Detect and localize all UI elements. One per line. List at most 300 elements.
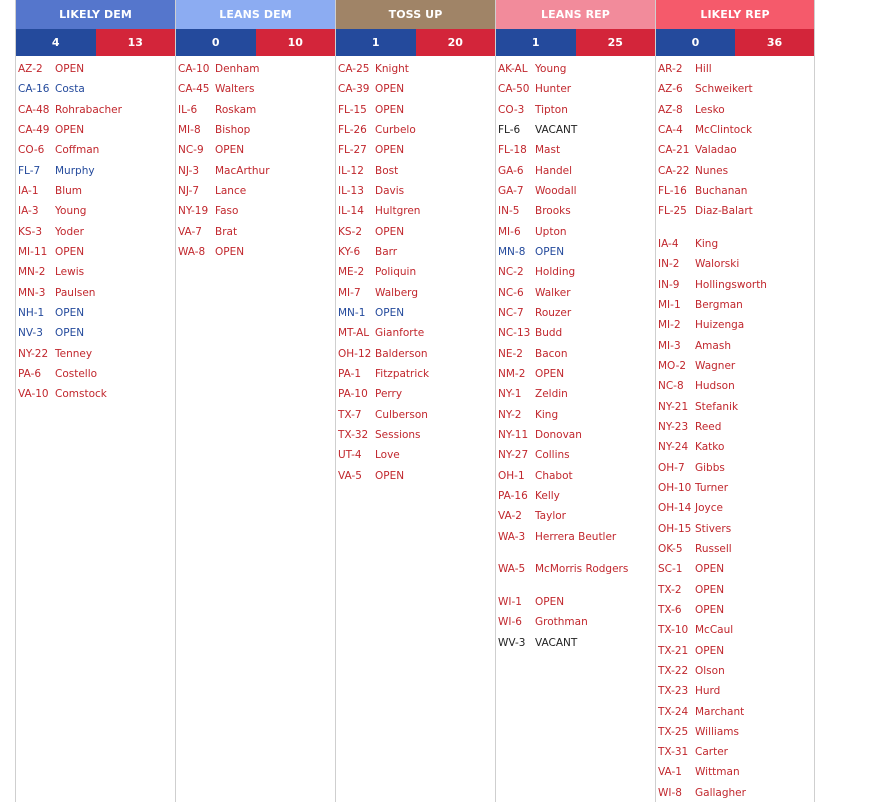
district-code: FL-18 bbox=[498, 144, 527, 157]
candidate-name: Stivers bbox=[695, 522, 732, 535]
candidate-name: Hudson bbox=[695, 380, 735, 393]
district-code: IL-6 bbox=[178, 103, 198, 116]
district-code: FL-15 bbox=[338, 103, 367, 116]
candidate-name: OPEN bbox=[375, 225, 405, 238]
district-code: MN-1 bbox=[338, 306, 366, 319]
race-row bbox=[496, 304, 655, 324]
district-code: AR-2 bbox=[658, 63, 683, 75]
seat-counts bbox=[656, 29, 814, 56]
candidate-name: Coffman bbox=[55, 144, 100, 157]
candidate-name: Bacon bbox=[535, 347, 568, 360]
candidate-name: McMorris Rodgers bbox=[535, 563, 629, 576]
race-row bbox=[176, 121, 335, 141]
race-ratings-table bbox=[15, 0, 815, 802]
district-code: FL-27 bbox=[338, 144, 367, 157]
race-row bbox=[336, 223, 495, 243]
candidate-name: Costa bbox=[55, 83, 85, 96]
candidate-name: MacArthur bbox=[215, 164, 270, 177]
district-code: CA-21 bbox=[658, 144, 690, 157]
candidate-name: Stefanik bbox=[695, 400, 739, 413]
district-code: OH-15 bbox=[658, 522, 692, 535]
district-code: GA-7 bbox=[498, 184, 524, 197]
candidate-name: Turner bbox=[695, 481, 729, 494]
column-header: LEANS REP bbox=[496, 0, 655, 29]
candidate-name: Curbelo bbox=[375, 123, 416, 136]
race-row bbox=[336, 162, 495, 182]
candidate-name: Roskam bbox=[215, 103, 257, 116]
race-row bbox=[656, 255, 814, 275]
district-code: MN-3 bbox=[18, 286, 46, 299]
district-code: PA-10 bbox=[338, 388, 368, 401]
race-row bbox=[496, 324, 655, 344]
candidate-name: Love bbox=[375, 449, 400, 462]
district-code: ME-2 bbox=[338, 266, 365, 279]
district-code: NY-23 bbox=[658, 420, 689, 433]
candidate-name: Buchanan bbox=[695, 184, 748, 197]
candidate-name: Culberson bbox=[375, 408, 428, 421]
race-row bbox=[656, 316, 814, 336]
race-row bbox=[16, 304, 175, 324]
race-row bbox=[16, 263, 175, 283]
candidate-name: Yoder bbox=[55, 225, 84, 238]
district-code: NE-2 bbox=[498, 347, 523, 360]
race-list bbox=[656, 56, 814, 804]
dem-seat-count: 1 bbox=[336, 29, 416, 56]
district-code: AZ-8 bbox=[658, 103, 683, 116]
dem-seat-count: 0 bbox=[176, 29, 256, 56]
dem-seat-count: 4 bbox=[16, 29, 96, 56]
candidate-name: OPEN bbox=[55, 327, 85, 340]
race-row bbox=[16, 385, 175, 405]
candidate-name: Katko bbox=[695, 441, 725, 454]
race-row bbox=[176, 141, 335, 161]
candidate-name: Valadao bbox=[695, 144, 737, 157]
district-code: WI-1 bbox=[498, 595, 522, 608]
race-list bbox=[176, 56, 335, 263]
candidate-name: Hurd bbox=[695, 685, 721, 698]
race-row bbox=[656, 682, 814, 702]
candidate-name: Gallagher bbox=[695, 786, 746, 799]
candidate-name: Comstock bbox=[55, 388, 107, 401]
district-code: NY-21 bbox=[658, 400, 689, 413]
candidate-name: Huizenga bbox=[695, 319, 745, 332]
candidate-name: Knight bbox=[375, 63, 409, 75]
candidate-name: Lewis bbox=[55, 266, 85, 279]
candidate-name: Taylor bbox=[535, 510, 566, 523]
candidate-name: Hultgren bbox=[375, 205, 421, 218]
district-code: NC-8 bbox=[658, 380, 684, 393]
seat-counts bbox=[16, 29, 175, 56]
district-code: NJ-3 bbox=[178, 164, 200, 177]
race-row bbox=[336, 284, 495, 304]
district-code: FL-6 bbox=[498, 123, 521, 136]
candidate-name: Bishop bbox=[215, 123, 251, 136]
district-code: CA-22 bbox=[658, 164, 690, 177]
rep-seat-count: 25 bbox=[576, 29, 656, 56]
district-code: SC-1 bbox=[658, 563, 683, 576]
race-row bbox=[496, 263, 655, 283]
race-row bbox=[656, 276, 814, 296]
district-code: CO-6 bbox=[18, 144, 45, 157]
rep-seat-count: 36 bbox=[735, 29, 814, 56]
candidate-name: OPEN bbox=[695, 644, 725, 657]
district-code: VA-10 bbox=[18, 388, 49, 401]
race-row bbox=[16, 223, 175, 243]
candidate-name: Kelly bbox=[535, 489, 560, 502]
candidate-name: OPEN bbox=[55, 306, 85, 319]
race-row bbox=[496, 385, 655, 405]
district-code: VA-7 bbox=[178, 225, 202, 238]
race-row bbox=[496, 406, 655, 426]
race-row bbox=[496, 202, 655, 222]
district-code: IL-12 bbox=[338, 164, 364, 177]
rep-seat-count: 20 bbox=[416, 29, 496, 56]
district-code: FL-16 bbox=[658, 184, 687, 197]
district-code: IA-3 bbox=[18, 205, 39, 218]
race-row bbox=[656, 377, 814, 397]
district-code: TX-2 bbox=[658, 583, 682, 596]
race-row bbox=[176, 243, 335, 263]
race-row bbox=[496, 182, 655, 202]
candidate-name: Zeldin bbox=[535, 388, 568, 401]
race-row bbox=[496, 507, 655, 527]
district-code: CA-25 bbox=[338, 63, 370, 75]
district-code: TX-32 bbox=[338, 428, 369, 441]
race-row bbox=[496, 487, 655, 507]
race-row bbox=[336, 426, 495, 446]
district-code: NY-2 bbox=[498, 408, 522, 421]
district-code: MI-3 bbox=[658, 339, 681, 352]
race-row bbox=[16, 243, 175, 263]
candidate-name: Budd bbox=[535, 327, 563, 340]
candidate-name: Nunes bbox=[695, 164, 729, 177]
race-row bbox=[16, 141, 175, 161]
race-row bbox=[656, 784, 814, 804]
district-code: WA-5 bbox=[498, 563, 526, 576]
race-row bbox=[16, 182, 175, 202]
district-code: MI-6 bbox=[498, 225, 521, 238]
district-code: IL-14 bbox=[338, 205, 364, 218]
candidate-name: OPEN bbox=[375, 469, 405, 482]
race-row bbox=[656, 438, 814, 458]
district-code: NV-3 bbox=[18, 327, 43, 340]
race-row bbox=[496, 560, 655, 593]
race-row bbox=[656, 723, 814, 743]
race-row bbox=[656, 703, 814, 723]
race-row bbox=[496, 284, 655, 304]
district-code: PA-1 bbox=[338, 367, 362, 380]
race-row bbox=[496, 593, 655, 613]
district-code: TX-23 bbox=[658, 685, 689, 698]
district-code: CA-50 bbox=[498, 83, 530, 96]
district-code: IN-9 bbox=[658, 278, 680, 291]
race-row bbox=[336, 406, 495, 426]
candidate-name: Faso bbox=[215, 205, 239, 218]
district-code: NJ-7 bbox=[178, 184, 200, 197]
candidate-name: Hill bbox=[695, 63, 712, 75]
race-row bbox=[336, 446, 495, 466]
district-code: KY-6 bbox=[338, 245, 361, 258]
race-row bbox=[656, 141, 814, 161]
race-row bbox=[16, 345, 175, 365]
district-code: PA-6 bbox=[18, 367, 42, 380]
race-row bbox=[336, 345, 495, 365]
race-row bbox=[656, 662, 814, 682]
race-row bbox=[336, 60, 495, 80]
district-code: CA-48 bbox=[18, 103, 50, 116]
race-list bbox=[336, 56, 495, 487]
race-row bbox=[656, 182, 814, 202]
district-code: TX-22 bbox=[658, 664, 689, 677]
district-code: CA-45 bbox=[178, 83, 210, 96]
district-code: CA-16 bbox=[18, 83, 50, 96]
race-row bbox=[176, 223, 335, 243]
district-code: NY-1 bbox=[498, 388, 522, 401]
candidate-name: Balderson bbox=[375, 347, 428, 360]
candidate-name: OPEN bbox=[215, 144, 245, 157]
column-likely-rep bbox=[655, 0, 815, 802]
race-row bbox=[336, 202, 495, 222]
race-row bbox=[656, 479, 814, 499]
race-row bbox=[336, 365, 495, 385]
candidate-name: King bbox=[695, 237, 719, 250]
race-row bbox=[656, 520, 814, 540]
district-code: OH-10 bbox=[658, 481, 692, 494]
candidate-name: Barr bbox=[375, 245, 398, 258]
district-code: MI-8 bbox=[178, 123, 201, 136]
race-row bbox=[656, 540, 814, 560]
race-row bbox=[496, 528, 655, 561]
candidate-name: Perry bbox=[375, 388, 403, 401]
race-row bbox=[496, 243, 655, 263]
candidate-name: Brat bbox=[215, 225, 238, 238]
race-row bbox=[656, 357, 814, 377]
race-row bbox=[656, 235, 814, 255]
race-row bbox=[496, 345, 655, 365]
candidate-name: Hunter bbox=[535, 83, 572, 96]
race-row bbox=[496, 223, 655, 243]
dem-seat-count: 1 bbox=[496, 29, 576, 56]
candidate-name: OPEN bbox=[375, 306, 405, 319]
candidate-name: Gianforte bbox=[375, 327, 425, 340]
race-row bbox=[16, 121, 175, 141]
candidate-name: Brooks bbox=[535, 205, 571, 218]
candidate-name: Young bbox=[535, 63, 567, 75]
district-code: NC-9 bbox=[178, 144, 204, 157]
race-list bbox=[16, 56, 175, 406]
district-code: FL-7 bbox=[18, 164, 41, 177]
race-row bbox=[336, 467, 495, 487]
candidate-name: Upton bbox=[535, 225, 567, 238]
district-code: TX-7 bbox=[338, 408, 362, 421]
race-row bbox=[16, 324, 175, 344]
race-row bbox=[496, 446, 655, 466]
candidate-name: Wittman bbox=[695, 766, 740, 779]
seat-counts bbox=[336, 29, 495, 56]
race-row bbox=[656, 121, 814, 141]
district-code: UT-4 bbox=[338, 449, 362, 462]
district-code: AK-AL bbox=[498, 63, 528, 75]
candidate-name: OPEN bbox=[695, 563, 725, 576]
race-row bbox=[656, 337, 814, 357]
column-toss-up bbox=[335, 0, 495, 802]
race-row bbox=[336, 304, 495, 324]
district-code: KS-2 bbox=[338, 225, 363, 238]
district-code: OH-1 bbox=[498, 469, 525, 482]
candidate-name: Rouzer bbox=[535, 306, 572, 319]
candidate-name: Lesko bbox=[695, 103, 725, 116]
candidate-name: OPEN bbox=[55, 63, 85, 75]
district-code: AZ-6 bbox=[658, 83, 683, 96]
candidate-name: Marchant bbox=[695, 705, 745, 718]
race-row bbox=[656, 601, 814, 621]
candidate-name: Gibbs bbox=[695, 461, 725, 474]
candidate-name: Costello bbox=[55, 367, 98, 380]
race-row bbox=[656, 743, 814, 763]
candidate-name: Wagner bbox=[695, 359, 736, 372]
race-list bbox=[496, 56, 655, 654]
candidate-name: VACANT bbox=[535, 123, 578, 136]
race-row bbox=[656, 621, 814, 641]
race-row bbox=[656, 60, 814, 80]
candidate-name: Bergman bbox=[695, 298, 743, 311]
district-code: IL-13 bbox=[338, 184, 364, 197]
race-row bbox=[496, 426, 655, 446]
district-code: CA-49 bbox=[18, 123, 50, 136]
candidate-name: Olson bbox=[695, 664, 725, 677]
candidate-name: Walters bbox=[215, 83, 255, 96]
candidate-name: Woodall bbox=[535, 184, 577, 197]
candidate-name: McCaul bbox=[695, 624, 734, 637]
district-code: NC-7 bbox=[498, 306, 524, 319]
race-row bbox=[176, 162, 335, 182]
district-code: CO-3 bbox=[498, 103, 525, 116]
district-code: OK-5 bbox=[658, 542, 683, 555]
district-code: CA-4 bbox=[658, 123, 683, 136]
candidate-name: Young bbox=[55, 205, 87, 218]
race-row bbox=[656, 763, 814, 783]
candidate-name: Schweikert bbox=[695, 83, 753, 96]
race-row bbox=[656, 398, 814, 418]
district-code: WA-3 bbox=[498, 530, 526, 543]
candidate-name: Rohrabacher bbox=[55, 103, 122, 116]
district-code: NM-2 bbox=[498, 367, 526, 380]
candidate-name: Carter bbox=[695, 746, 728, 759]
district-code: NC-13 bbox=[498, 327, 531, 340]
district-code: TX-31 bbox=[658, 746, 689, 759]
district-code: VA-1 bbox=[658, 766, 682, 779]
district-code: OH-12 bbox=[338, 347, 372, 360]
district-code: TX-24 bbox=[658, 705, 689, 718]
candidate-name: Fitzpatrick bbox=[375, 367, 430, 380]
district-code: MI-1 bbox=[658, 298, 681, 311]
race-row bbox=[336, 101, 495, 121]
candidate-name: Poliquin bbox=[375, 266, 417, 279]
district-code: TX-10 bbox=[658, 624, 689, 637]
seat-counts bbox=[496, 29, 655, 56]
district-code: NC-2 bbox=[498, 266, 524, 279]
district-code: TX-21 bbox=[658, 644, 689, 657]
race-row bbox=[336, 263, 495, 283]
race-row bbox=[496, 162, 655, 182]
race-row bbox=[656, 202, 814, 235]
race-row bbox=[16, 365, 175, 385]
candidate-name: OPEN bbox=[695, 603, 725, 616]
district-code: IN-5 bbox=[498, 205, 520, 218]
race-row bbox=[16, 284, 175, 304]
district-code: MN-2 bbox=[18, 266, 46, 279]
candidate-name: Reed bbox=[695, 420, 722, 433]
dem-seat-count: 0 bbox=[656, 29, 735, 56]
race-row bbox=[496, 80, 655, 100]
district-code: MI-7 bbox=[338, 286, 361, 299]
candidate-name: OPEN bbox=[535, 595, 565, 608]
race-row bbox=[16, 80, 175, 100]
seat-counts bbox=[176, 29, 335, 56]
candidate-name: Holding bbox=[535, 266, 576, 279]
rep-seat-count: 13 bbox=[96, 29, 176, 56]
district-code: MO-2 bbox=[658, 359, 687, 372]
district-code: MI-2 bbox=[658, 319, 681, 332]
candidate-name: McClintock bbox=[695, 123, 753, 136]
race-row bbox=[496, 365, 655, 385]
candidate-name: Collins bbox=[535, 449, 570, 462]
district-code: WA-8 bbox=[178, 245, 206, 258]
race-row bbox=[496, 613, 655, 633]
race-row bbox=[656, 581, 814, 601]
district-code: VA-5 bbox=[338, 469, 362, 482]
candidate-name: Williams bbox=[695, 725, 739, 738]
candidate-name: OPEN bbox=[695, 583, 725, 596]
candidate-name: Hollingsworth bbox=[695, 278, 767, 291]
column-leans-rep bbox=[495, 0, 655, 802]
race-row bbox=[656, 418, 814, 438]
district-code: MN-8 bbox=[498, 245, 526, 258]
candidate-name: OPEN bbox=[535, 245, 565, 258]
candidate-name: Diaz-Balart bbox=[695, 205, 753, 218]
race-row bbox=[336, 324, 495, 344]
candidate-name: Davis bbox=[375, 184, 405, 197]
race-row bbox=[656, 642, 814, 662]
district-code: NH-1 bbox=[18, 306, 45, 319]
candidate-name: OPEN bbox=[535, 367, 565, 380]
race-row bbox=[336, 385, 495, 405]
candidate-name: VACANT bbox=[535, 636, 578, 649]
district-code: FL-25 bbox=[658, 205, 687, 218]
race-row bbox=[336, 80, 495, 100]
candidate-name: Grothman bbox=[535, 616, 588, 629]
race-row bbox=[176, 202, 335, 222]
candidate-name: OPEN bbox=[375, 144, 405, 157]
district-code: MI-11 bbox=[18, 245, 48, 258]
race-row bbox=[656, 560, 814, 580]
rep-seat-count: 10 bbox=[256, 29, 336, 56]
race-row bbox=[16, 60, 175, 80]
district-code: KS-3 bbox=[18, 225, 43, 238]
district-code: TX-6 bbox=[658, 603, 682, 616]
candidate-name: Bost bbox=[375, 164, 399, 177]
candidate-name: Russell bbox=[695, 542, 732, 555]
candidate-name: Herrera Beutler bbox=[535, 530, 617, 543]
race-row bbox=[336, 141, 495, 161]
district-code: WI-8 bbox=[658, 786, 682, 799]
district-code: NY-22 bbox=[18, 347, 49, 360]
race-row bbox=[656, 499, 814, 519]
district-code: AZ-2 bbox=[18, 63, 43, 75]
candidate-name: OPEN bbox=[55, 123, 85, 136]
candidate-name: OPEN bbox=[215, 245, 245, 258]
candidate-name: Joyce bbox=[695, 502, 723, 515]
